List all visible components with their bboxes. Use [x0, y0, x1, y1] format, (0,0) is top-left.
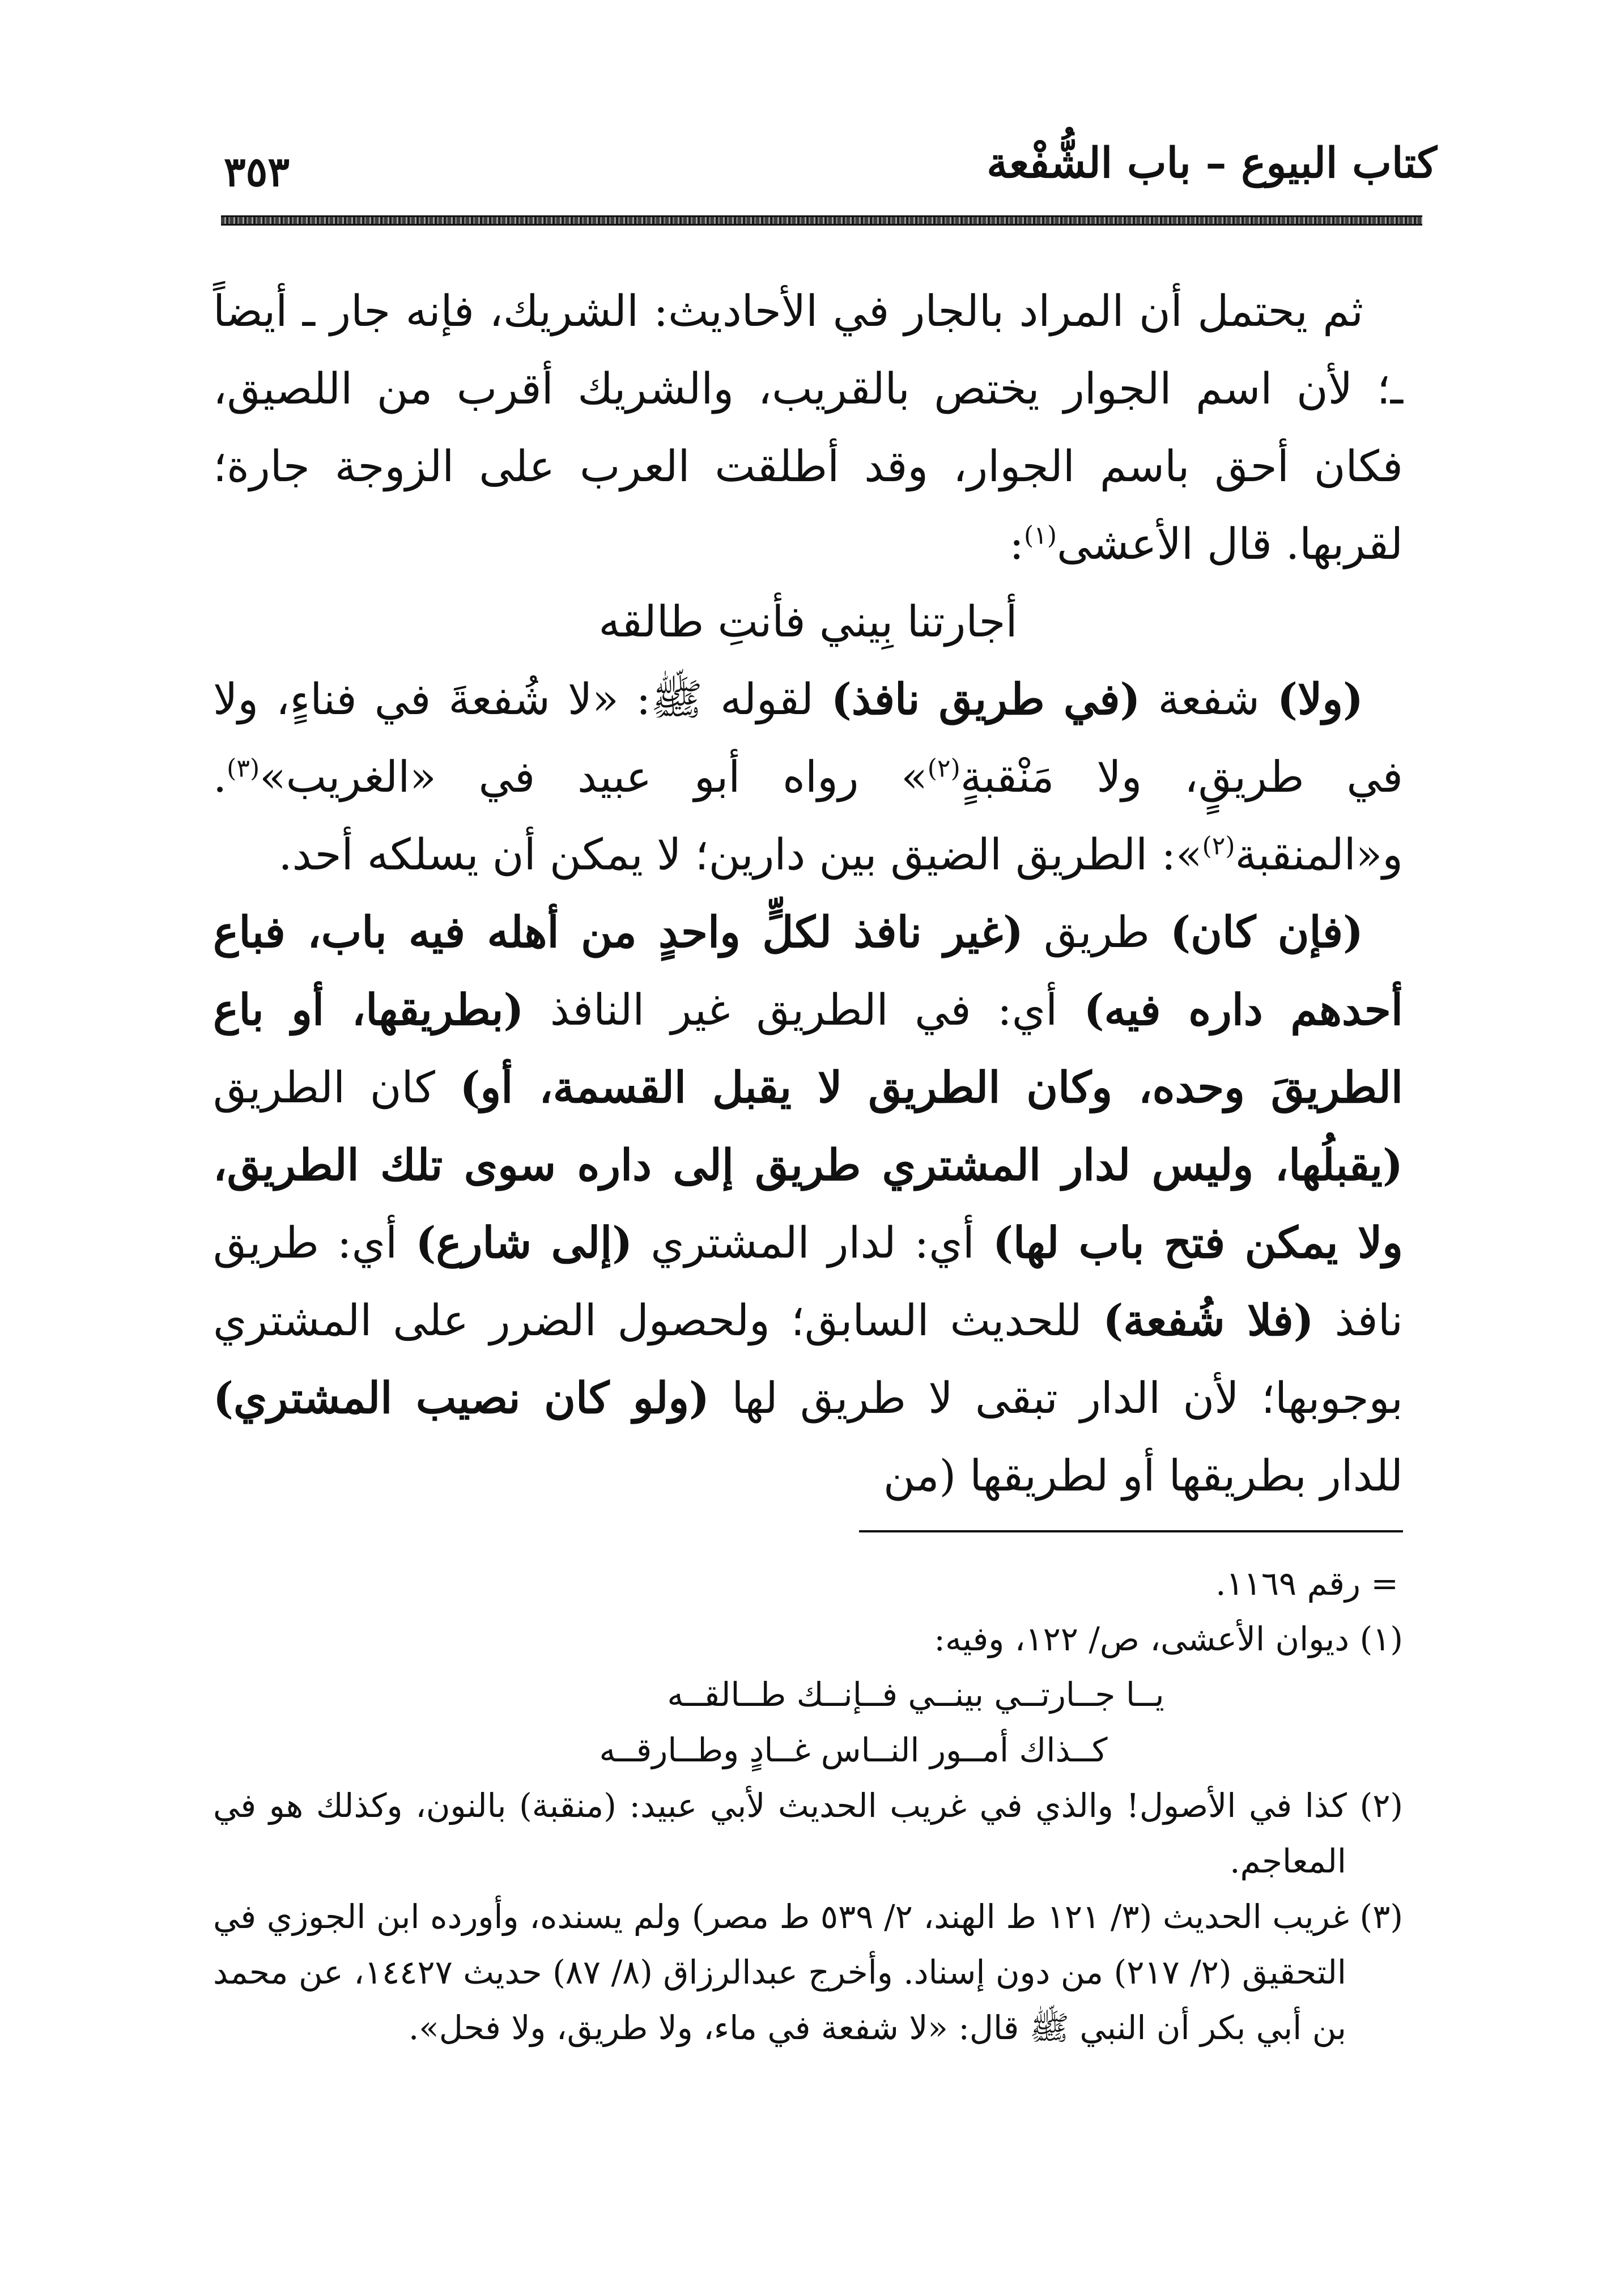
footnote-3: (٣) غريب الحديث (٣/ ١٢١ ط الهند، ٢/ ٥٣٩ ط مصر) ولم يسنده، وأورده ابن الجوزي في التحقيق (٢/ ٢١٧) من دون إسناد. وأخرج عبدالرزاق (٨/ ٨٧) حديث ١٤٤٢٧، عن محمد بن أبي بكر أن النبي ﷺ قال: «لا شفعة في ماء، ولا طريق، ولا فحل». — [213, 1897, 1403, 2047]
matn-bitariqiha: (بطريقها، أو باع الطريقَ وحده، وكان الطريق لا يقبل القسمة، أو) — [213, 984, 1403, 1112]
matn-yaqbaluha: (يقبلُها، وليس لدار المشتري طريق إلى داره سوى تلك الطريق، ولا يمكن فتح باب لها) — [213, 1140, 1403, 1268]
header-divider — [221, 215, 1422, 226]
paragraph-3-text-d: أي: في الطريق غير النافذ — [524, 984, 1084, 1035]
footnote-1-verse-2: كــذاك أمــور النــاس غــادٍ وطــارقــه — [599, 1731, 1108, 1769]
paragraph-3-text-n: للدار بطريقها أو لطريقها (من — [883, 1450, 1403, 1501]
footnotes — [213, 1556, 1403, 2056]
footnote-divider — [859, 1530, 1403, 1532]
paragraph-3 — [213, 893, 1403, 1514]
footnote-ref-3: (٣) — [227, 754, 260, 783]
body-text — [213, 272, 1403, 1514]
paragraph-1-text: ثم يحتمل أن المراد بالجار في الأحاديث: الشريك، فإنه جار ـ أيضاً ـ؛ لأن اسم الجوار يختص بالقريب، والشريك أقرب من اللصيق، فكان أحق باسم الجوار، وقد أطلقت العرب على الزوجة جارة؛ لقربها. قال الأعشى — [213, 286, 1403, 569]
matn-wala: (ولا) — [1277, 674, 1363, 724]
footnote-1: (١) ديوان الأعشى، ص/ ١٢٢، وفيه: — [934, 1620, 1403, 1658]
matn-walaw-kan: (ولو كان نصيب المشتري) — [213, 1373, 710, 1423]
footnote-1-verse-1: يــا جــارتــي بينــي فــإنــك طــالقــه — [667, 1675, 1164, 1714]
paragraph-2-text-g: »: الطريق الضيق بين دارين؛ لا يمكن أن يسلكه أحد. — [278, 829, 1202, 880]
paragraph-3-text-l: للحديث السابق؛ ولحصول الضرر على المشتري بوجوبها؛ لأن الدار تبقى لا طريق لها — [213, 1295, 1404, 1423]
paragraph-1 — [213, 272, 1403, 583]
page-number: ٣٥٣ — [224, 147, 290, 196]
paragraph-2-text-f: . و«المنقبة — [213, 751, 1403, 880]
footnote-ref-2b: (٢) — [1202, 831, 1235, 861]
verse-line: أجارتنا بِيني فأنتِ طالقه — [598, 596, 1018, 647]
paragraph-3-text-h: أي: لدار المشتري — [632, 1217, 993, 1268]
matn-fala-shufa: (فلا شُفعة) — [1103, 1295, 1314, 1345]
paragraph-1-end: : — [1009, 519, 1024, 569]
paragraph-3-text-b: طريق — [1023, 907, 1171, 957]
paragraph-2 — [213, 660, 1403, 893]
matn-ghayr-nafidh: (غير نافذ لكلٍّ واحدٍ من أهله فيه باب، فباع أحدهم داره فيه) — [213, 907, 1403, 1035]
paragraph-2-text-b: شفعة — [1140, 674, 1278, 724]
matn-ila-shari: (إلى شارع) — [415, 1217, 633, 1268]
footnote-ref-2: (٢) — [927, 754, 960, 783]
running-header-title: كتاب البيوع – باب الشُّفْعة — [987, 139, 1437, 188]
paragraph-3-text-f: كان الطريق — [213, 1062, 460, 1112]
footnote-continuation: = رقم ١١٦٩. — [1215, 1564, 1398, 1603]
paragraph-2-text-e: » رواه أبو عبيد في «الغريب» — [260, 751, 928, 802]
paragraph-2-text-d: لقوله ﷺ: «لا شُفعةَ في فناءٍ، ولا في طريقٍ، ولا مَنْقبةٍ — [213, 674, 1403, 802]
matn-fain-kan: (فإن كان) — [1170, 907, 1363, 957]
footnote-ref-1: (١) — [1024, 521, 1057, 550]
matn-fi-tariq-nafidh: (في طريق نافذ) — [831, 674, 1141, 724]
footnote-2: (٢) كذا في الأصول! والذي في غريب الحديث لأبي عبيد: (منقبة) بالنون، وكذلك هو في المعاجم. — [213, 1786, 1403, 1880]
paragraph-3-text-j: أي: طريق نافذ — [213, 1217, 1403, 1345]
